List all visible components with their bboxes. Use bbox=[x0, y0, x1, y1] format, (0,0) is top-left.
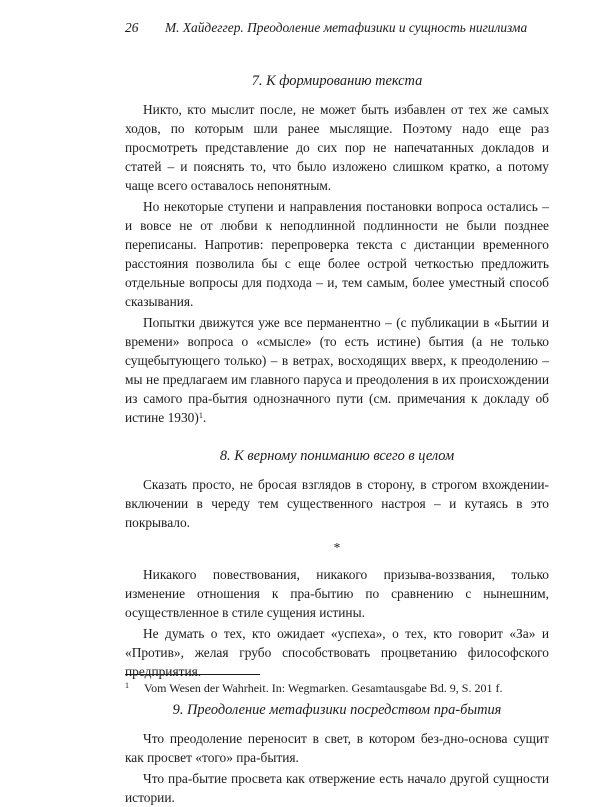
section-9-heading: 9. Преодоление метафизики посредством пра-бытия bbox=[172, 702, 502, 718]
paragraph: Никто, кто мыслит после, не может быть избавлен от тех же самых ходов, по которым шли ранее мыслящие. Поэтому надо еще раз просмотреть представление до сих пор не напечатанных докладов и статей – и пояснять то, что было изложено слишком кратко, а потому чаще всего оставалось непонятным. bbox=[125, 102, 549, 193]
running-title: М. Хайдеггер. Преодоление метафизики и сущность нигилизма bbox=[165, 20, 528, 35]
page-body bbox=[125, 72, 549, 807]
footnote bbox=[125, 681, 502, 695]
footnote-text: Vom Wesen der Wahrheit. In: Wegmarken. Gesamtausgabe Bd. 9, S. 201 f. bbox=[144, 681, 503, 695]
page-number: 26 bbox=[125, 20, 139, 35]
running-header bbox=[125, 20, 548, 40]
paragraph: Никакого повествования, никакого призыва-воззвания, только изменение отношения к пра-бытию по сравнению с нынешним, осуществленное в стиле сущения истины. bbox=[125, 567, 549, 620]
paragraph: Но некоторые ступени и направления постановки вопроса остались – и вовсе не от любви к неподлинной подлинности не были позднее переписаны. Напротив: перепроверка текста с дистанции временного расстояния позволила бы с еще более острой четкостью предложить отдельные вопросы для подхода – и, тем самым, более уместный способ сказывания. bbox=[125, 199, 549, 309]
paragraph: Не думать о тех, кто ожидает «успеха», о тех, кто говорит «За» и «Против», желая грубо способствовать процветанию философского предприятия. bbox=[125, 626, 549, 679]
paragraph-text: Попытки движутся уже все перманентно – (с публикации в «Бытии и времени» вопроса о «смысле» (то есть истине) бытия (а не только сущебытующего только) – в ветрах, восходящих вверх, к преодолению – мы не предлагаем им главного паруса и преодоления в их происхождении из самого пра-бытия однозначного пути (см. примечания к докладу об истине 1930) bbox=[125, 315, 549, 425]
section-7-heading: 7. К формированию текста bbox=[251, 73, 423, 89]
paragraph: Сказать просто, не бросая взглядов в сторону, в строгом вхождении-включении в череду тем существенного настроя – и кутаясь в это покрывало. bbox=[125, 477, 549, 530]
separator-asterisk: * bbox=[333, 540, 341, 555]
footnote-ref[interactable]: 1 bbox=[198, 411, 203, 420]
paragraph-with-footnote: Попытки движутся уже все перманентно – (с публикации в «Бытии и времени» вопроса о «смысле» (то есть истине) бытия (а не только сущебытующего только) – в ветрах, восходящих вверх, к преодолению – мы не предлагаем им главного паруса и преодоления в их происхождении из самого пра-бытия однозначного пути (см. примечания к докладу об истине 1930)$^1$. bbox=[125, 315, 549, 425]
section-8-heading: 8. К верному пониманию всего в целом bbox=[219, 448, 455, 464]
paragraph: Что пра-бытие просвета как отвержение есть начало другой сущности истории. bbox=[125, 771, 549, 805]
paragraph: Что преодоление переносит в свет, в котором без-дно-основа сущит как просвет «того» пра-бытия. bbox=[125, 731, 549, 765]
footnote-mark: 1 bbox=[125, 681, 129, 690]
footnote-divider bbox=[125, 674, 260, 675]
